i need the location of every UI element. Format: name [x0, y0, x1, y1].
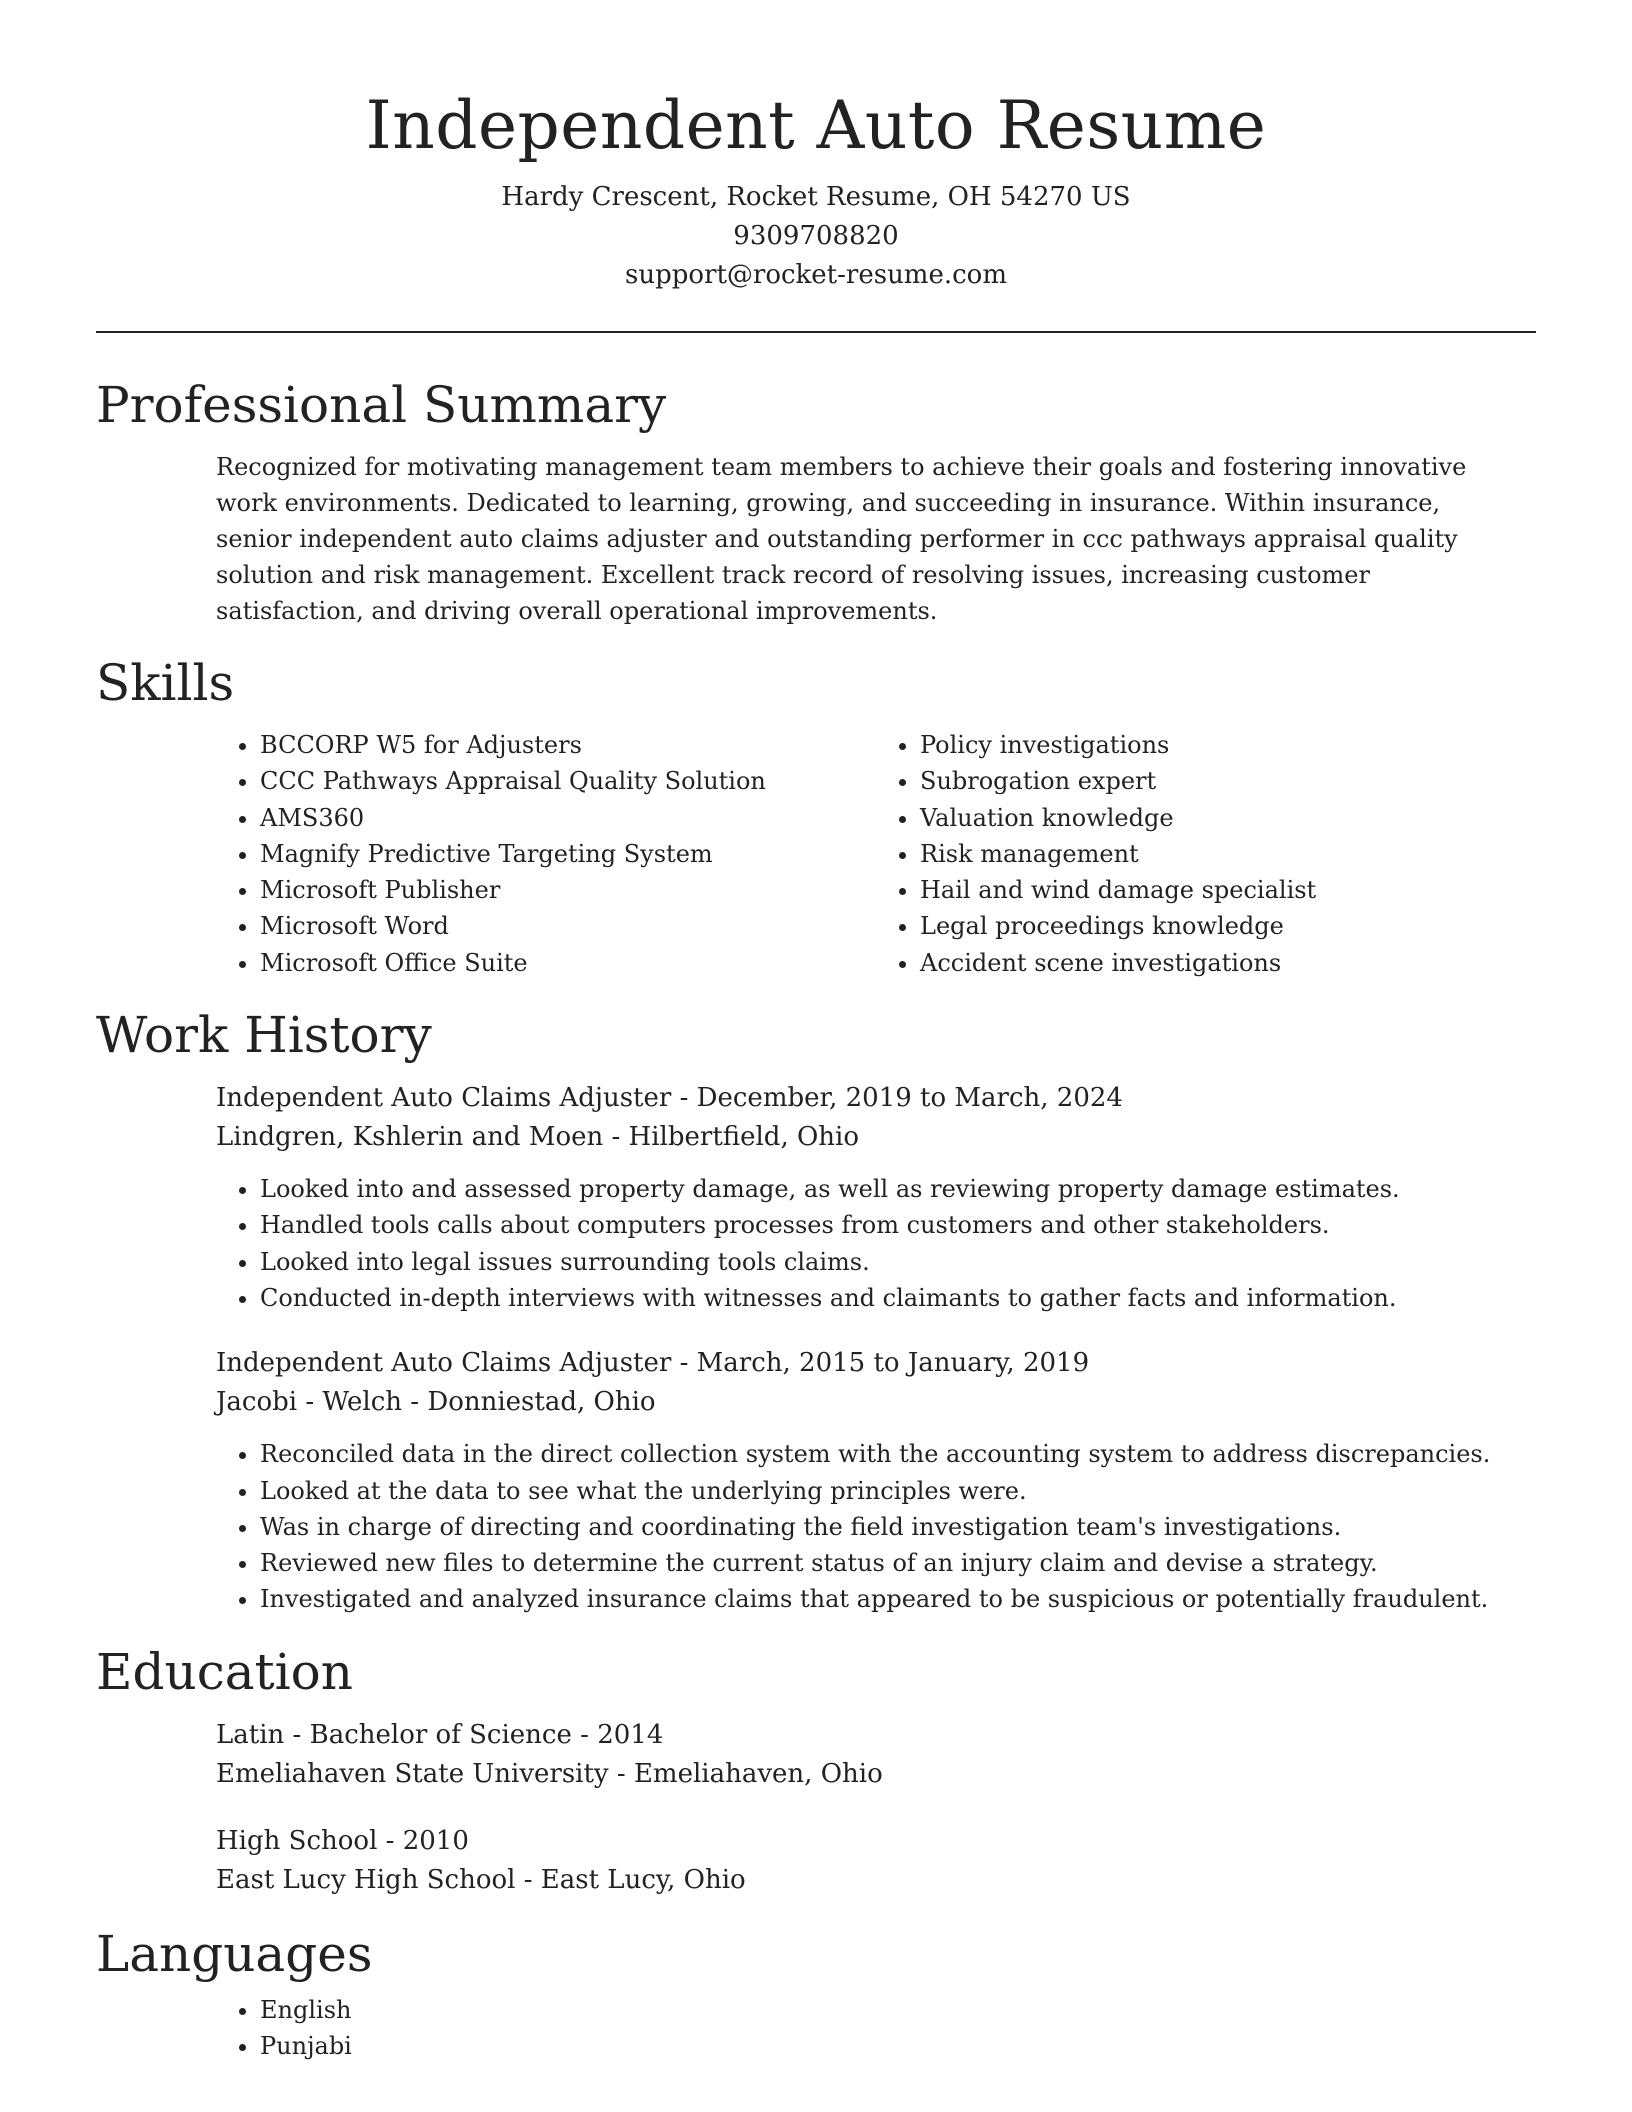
skill-item: • Risk management	[920, 836, 1536, 872]
job-bullet: • Investigated and analyzed insurance claims that appeared to be suspicious or potentially fraudulent.	[260, 1581, 1506, 1617]
resume-title: Independent Auto Resume	[365, 87, 1267, 164]
job-bullet: • Was in charge of directing and coordinating the field investigation team's investigations.	[260, 1509, 1506, 1545]
job-bullet: • Looked into legal issues surrounding tools claims.	[260, 1244, 1506, 1280]
resume-page	[96, 0, 1536, 2064]
job-bullet: • Handled tools calls about computers processes from customers and other stakeholders.	[260, 1207, 1506, 1243]
skill-item: • Valuation knowledge	[920, 800, 1536, 836]
education-school: East Lucy High School	[216, 1864, 516, 1895]
languages-list	[216, 1992, 1506, 2065]
languages-list-wrap	[216, 1992, 1506, 2065]
job-entry	[216, 1344, 1506, 1617]
skills-list-right	[876, 727, 1536, 981]
job-title-line	[216, 1079, 1506, 1118]
job-role: Independent Auto Claims Adjuster	[216, 1083, 672, 1114]
job-bullet: • Looked at the data to see what the underlying principles were.	[260, 1473, 1506, 1509]
address: Hardy Crescent, Rocket Resume, OH 54270 US	[501, 182, 1131, 212]
skill-item: • Hail and wind damage specialist	[920, 872, 1536, 908]
education-school: Emeliahaven State University	[216, 1758, 609, 1789]
languages-section	[96, 1924, 1536, 2065]
education-location: - Emeliahaven, Ohio	[608, 1758, 883, 1789]
education-degree: Latin - Bachelor of Science	[216, 1719, 572, 1750]
languages-heading: Languages	[96, 1924, 373, 1983]
education-location: - East Lucy, Ohio	[515, 1864, 746, 1895]
job-location: - Donniestad, Ohio	[402, 1387, 656, 1418]
skill-item: • Accident scene investigations	[920, 945, 1536, 981]
job-location: - Hilbertfield, Ohio	[603, 1122, 860, 1153]
work-history-section	[96, 1005, 1536, 1618]
job-role: Independent Auto Claims Adjuster	[216, 1348, 672, 1379]
skill-item: • Legal proceedings knowledge	[920, 908, 1536, 944]
education-degree-line	[216, 1822, 1506, 1861]
contact-info	[96, 178, 1536, 295]
education-entry	[216, 1822, 1506, 1900]
resume-header	[96, 0, 1536, 295]
language-item: • Punjabi	[260, 2028, 1506, 2064]
job-company-line	[216, 1383, 1506, 1422]
education-heading: Education	[96, 1642, 353, 1701]
job-dates: - December, 2019 to March, 2024	[671, 1083, 1123, 1114]
education-degree: High School	[216, 1825, 378, 1856]
skills-columns	[216, 727, 1536, 981]
education-year: - 2014	[571, 1719, 664, 1750]
job-bullet: • Reviewed new files to determine the current status of an injury claim and devise a strategy.	[260, 1545, 1506, 1581]
job-company: Jacobi - Welch	[216, 1387, 403, 1418]
skill-item: • Policy investigations	[920, 727, 1536, 763]
header-divider	[96, 331, 1536, 333]
skill-item: • Subrogation expert	[920, 763, 1536, 799]
phone: 9309708820	[733, 221, 899, 251]
education-school-line	[216, 1861, 1506, 1900]
job-company-line	[216, 1118, 1506, 1157]
email: support@rocket-resume.com	[624, 260, 1007, 290]
job-title-line	[216, 1344, 1506, 1383]
job-bullet: • Looked into and assessed property damage, as well as reviewing property damage estimates.	[260, 1171, 1506, 1207]
skill-item: • Magnify Predictive Targeting System	[260, 836, 876, 872]
skill-item: • AMS360	[260, 800, 876, 836]
summary-section	[96, 375, 1536, 629]
skill-item: • CCC Pathways Appraisal Quality Solution	[260, 763, 876, 799]
education-section	[96, 1642, 1536, 1900]
summary-text: Recognized for motivating management team members to achieve their goals and fostering innovative work environments. Dedicated to learning, growing, and succeeding in insurance. Within insurance, senior independent auto claims adjuster and outstanding performer in ccc pathways appraisal quality solution and risk management. Excellent track record of resolving issues, increasing customer satisfaction, and driving overall operational improvements.	[216, 453, 1467, 625]
job-dates: - March, 2015 to January, 2019	[671, 1348, 1090, 1379]
skill-item: • Microsoft Office Suite	[260, 945, 876, 981]
education-degree-line	[216, 1716, 1506, 1755]
skill-item: • Microsoft Word	[260, 908, 876, 944]
skill-item: • Microsoft Publisher	[260, 872, 876, 908]
skills-list-left	[216, 727, 876, 981]
education-year: - 2010	[377, 1825, 469, 1856]
education-entry	[216, 1716, 1506, 1794]
job-company: Lindgren, Kshlerin and Moen	[216, 1122, 604, 1153]
job-bullet: • Conducted in-depth interviews with witnesses and claimants to gather facts and information.	[260, 1280, 1506, 1316]
skills-section	[96, 653, 1536, 981]
job-bullet: • Reconciled data in the direct collection system with the accounting system to address discrepancies.	[260, 1436, 1506, 1472]
language-item: • English	[260, 1992, 1506, 2028]
skill-item: • BCCORP W5 for Adjusters	[260, 727, 876, 763]
education-school-line	[216, 1755, 1506, 1794]
summary-heading: Professional Summary	[96, 376, 667, 434]
job-entry	[216, 1079, 1506, 1316]
job-bullets	[216, 1436, 1506, 1617]
job-bullets	[216, 1171, 1506, 1316]
skills-heading: Skills	[96, 654, 235, 712]
work-history-heading: Work History	[96, 1006, 432, 1065]
